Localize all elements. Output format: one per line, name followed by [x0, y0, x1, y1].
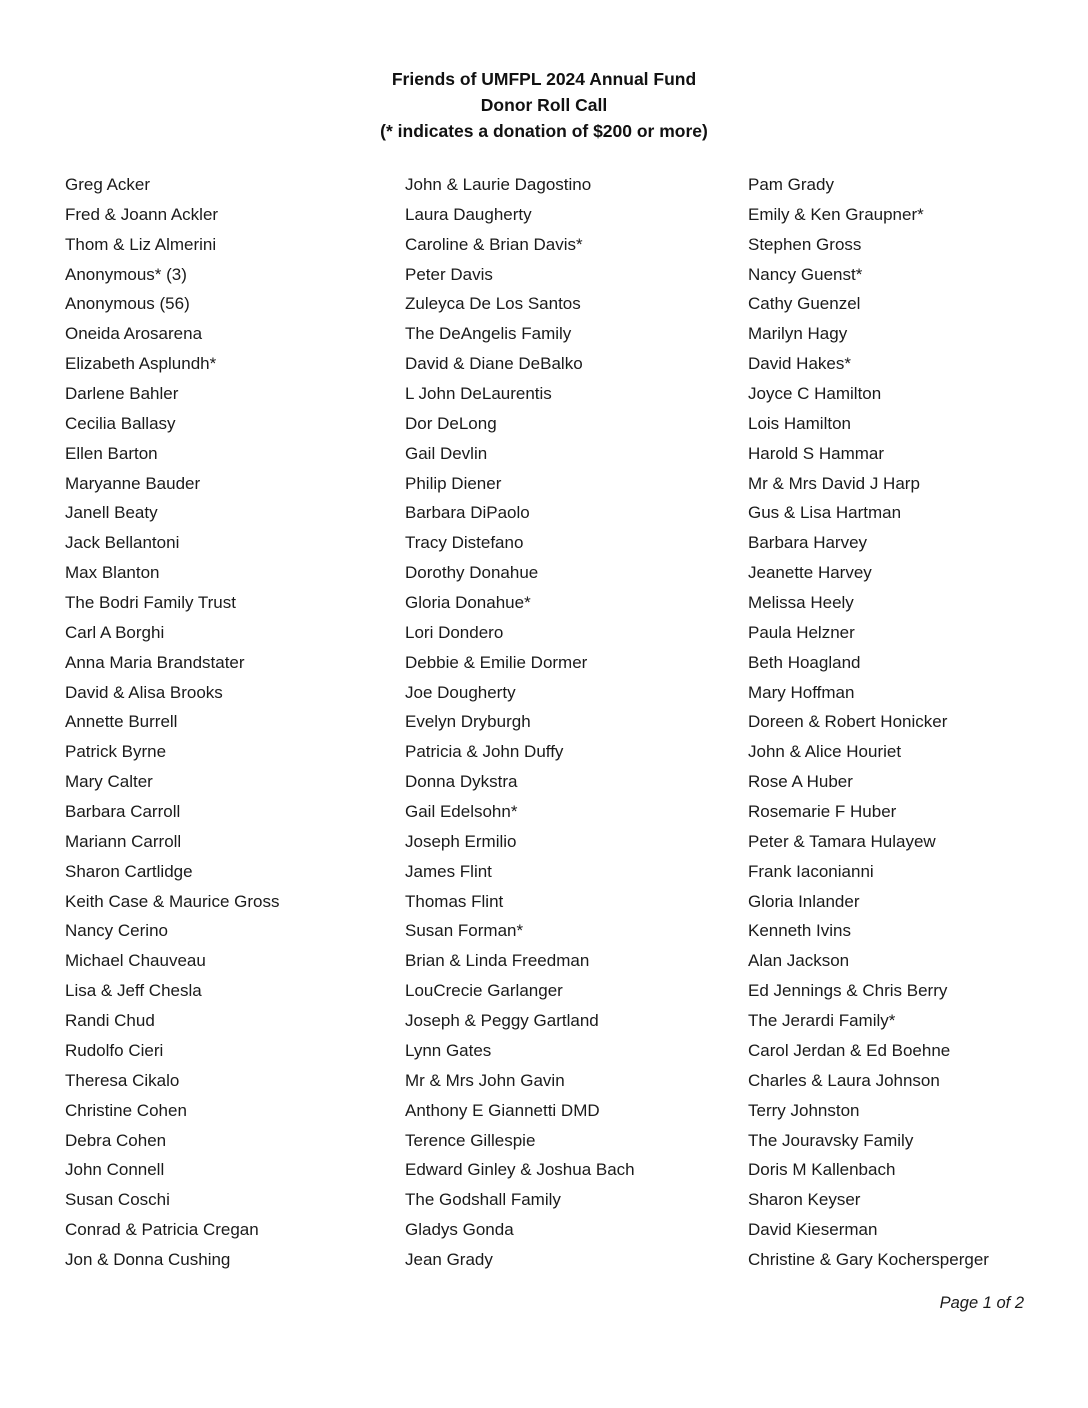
donor-name: Doreen & Robert Honicker — [748, 712, 948, 732]
donor-name: Tracy Distefano — [405, 533, 524, 553]
donor-name: Thom & Liz Almerini — [65, 234, 217, 254]
donor-name: Gus & Lisa Hartman — [748, 503, 902, 523]
donor-name: Christine & Gary Kochersperger — [748, 1249, 989, 1269]
donor-name: Marilyn Hagy — [748, 324, 848, 344]
donor-name: Mary Calter — [65, 772, 153, 792]
donor-name: John & Alice Houriet — [748, 742, 902, 762]
donor-name: Patrick Byrne — [65, 742, 167, 762]
page-number: Page 1 of 2 — [939, 1294, 1024, 1312]
donor-name: The Godshall Family — [405, 1190, 561, 1210]
document-title-line-1: Friends of UMFPL 2024 Annual Fund — [391, 69, 697, 89]
donor-name: Jack Bellantoni — [65, 533, 180, 553]
donor-name: Peter Davis — [405, 264, 493, 284]
donor-name: David Hakes* — [748, 354, 851, 374]
donor-name: Debra Cohen — [65, 1130, 167, 1150]
donor-name: Mariann Carroll — [65, 831, 182, 851]
donor-name: Carol Jerdan & Ed Boehne — [748, 1040, 951, 1060]
donor-name: David & Diane DeBalko — [405, 354, 583, 374]
donor-name: Rosemarie F Huber — [748, 802, 897, 822]
donor-name: Joseph & Peggy Gartland — [405, 1011, 599, 1031]
donor-name: LouCrecie Garlanger — [405, 981, 563, 1001]
donor-name: Evelyn Dryburgh — [405, 712, 531, 732]
donor-name: Cecilia Ballasy — [65, 413, 176, 433]
donor-name: Barbara DiPaolo — [405, 503, 530, 523]
donor-name: Frank Iaconianni — [748, 861, 874, 881]
document-title-block — [0, 66, 1088, 144]
donor-name: Beth Hoagland — [748, 652, 861, 672]
donor-name: Ed Jennings & Chris Berry — [748, 981, 948, 1001]
donor-name: The DeAngelis Family — [405, 324, 572, 344]
donor-name: Joseph Ermilio — [405, 831, 517, 851]
donor-name: Charles & Laura Johnson — [748, 1070, 940, 1090]
donor-name: Carl A Borghi — [65, 622, 165, 642]
donor-name: Caroline & Brian Davis* — [405, 234, 583, 254]
donor-name: Joe Dougherty — [405, 682, 516, 702]
donor-name: Doris M Kallenbach — [748, 1160, 896, 1180]
donor-name: Conrad & Patricia Cregan — [65, 1220, 259, 1240]
donor-name: Edward Ginley & Joshua Bach — [405, 1160, 635, 1180]
donor-column-1 — [65, 170, 279, 1275]
donor-name: Stephen Gross — [748, 234, 862, 254]
donor-name: Gloria Inlander — [748, 891, 860, 911]
donor-name: John & Laurie Dagostino — [405, 175, 592, 194]
donor-column-3 — [748, 170, 989, 1275]
donor-name: Nancy Guenst* — [748, 264, 863, 284]
donor-name: Philip Diener — [405, 473, 502, 493]
donor-name: Alan Jackson — [748, 951, 850, 971]
donor-name: Gladys Gonda — [405, 1220, 514, 1240]
donor-name: Max Blanton — [65, 563, 160, 583]
donor-name: Mary Hoffman — [748, 682, 855, 702]
donor-name: Patricia & John Duffy — [405, 742, 564, 762]
donor-name: Dor DeLong — [405, 413, 497, 433]
donor-name: Jean Grady — [405, 1249, 493, 1269]
donor-name: Melissa Heely — [748, 593, 854, 613]
donor-name: Sharon Keyser — [748, 1190, 861, 1210]
donor-name: Lisa & Jeff Chesla — [65, 981, 202, 1001]
donor-name: Anna Maria Brandstater — [65, 652, 245, 672]
donor-name: Donna Dykstra — [405, 772, 518, 792]
donor-name: Barbara Harvey — [748, 533, 868, 553]
donor-name: Jeanette Harvey — [748, 563, 872, 583]
donor-name: Lois Hamilton — [748, 413, 851, 433]
donor-name: Annette Burrell — [65, 712, 178, 732]
donor-name: Fred & Joann Ackler — [65, 204, 219, 224]
donor-name: Sharon Cartlidge — [65, 861, 193, 881]
donor-name: Susan Coschi — [65, 1190, 170, 1210]
donor-name: Elizabeth Asplundh* — [65, 354, 217, 374]
donor-name: The Bodri Family Trust — [65, 593, 236, 613]
donor-name: David Kieserman — [748, 1220, 878, 1240]
donor-name: Gail Edelsohn* — [405, 802, 518, 822]
donor-name: Rudolfo Cieri — [65, 1040, 164, 1060]
donor-name: The Jerardi Family* — [748, 1011, 896, 1031]
donor-name: Theresa Cikalo — [65, 1070, 180, 1090]
donor-name: Gloria Donahue* — [405, 593, 531, 613]
donor-name: James Flint — [405, 861, 492, 881]
donor-name: Anonymous* (3) — [65, 264, 187, 284]
donor-name: Christine Cohen — [65, 1100, 187, 1120]
donor-name: Barbara Carroll — [65, 802, 181, 822]
donor-name: L John DeLaurentis — [405, 384, 552, 404]
donor-name: Pam Grady — [748, 175, 834, 194]
donor-name: Terence Gillespie — [405, 1130, 536, 1150]
donor-name: Rose A Huber — [748, 772, 853, 792]
donor-name: Brian & Linda Freedman — [405, 951, 590, 971]
donor-name: Nancy Cerino — [65, 921, 168, 941]
donor-name: Anthony E Giannetti DMD — [405, 1100, 600, 1120]
donor-name: David & Alisa Brooks — [65, 682, 223, 702]
donor-name: Anonymous (56) — [65, 294, 190, 314]
donor-name: Michael Chauveau — [65, 951, 206, 971]
donor-name: Dorothy Donahue — [405, 563, 539, 583]
donor-name: Paula Helzner — [748, 622, 855, 642]
donor-name: Darlene Bahler — [65, 384, 179, 404]
donor-name: Lynn Gates — [405, 1040, 492, 1060]
donor-name: Ellen Barton — [65, 443, 158, 463]
donor-name: Zuleyca De Los Santos — [405, 294, 581, 314]
donor-name: Maryanne Bauder — [65, 473, 201, 493]
donor-name: Thomas Flint — [405, 891, 504, 911]
donor-name: Mr & Mrs David J Harp — [748, 473, 920, 493]
donor-name: Terry Johnston — [748, 1100, 860, 1120]
donor-name: Lori Dondero — [405, 622, 504, 642]
donor-name: Mr & Mrs John Gavin — [405, 1070, 565, 1090]
donor-name: John Connell — [65, 1160, 165, 1180]
donor-column-2 — [405, 170, 635, 1275]
donor-name: Gail Devlin — [405, 443, 488, 463]
donor-name: Joyce C Hamilton — [748, 384, 882, 404]
donor-name: Greg Acker — [65, 175, 151, 194]
donor-name: Keith Case & Maurice Gross — [65, 891, 280, 911]
donor-name: Peter & Tamara Hulayew — [748, 831, 936, 851]
donor-name: Jon & Donna Cushing — [65, 1249, 231, 1269]
donor-name: Kenneth Ivins — [748, 921, 852, 941]
donor-name: Debbie & Emilie Dormer — [405, 652, 588, 672]
donor-name: Oneida Arosarena — [65, 324, 203, 344]
donor-name: Susan Forman* — [405, 921, 524, 941]
donor-name: Randi Chud — [65, 1011, 155, 1031]
document-title-line-3: (* indicates a donation of $200 or more) — [380, 121, 708, 141]
donor-name: Laura Daugherty — [405, 204, 532, 224]
donor-name: Cathy Guenzel — [748, 294, 861, 314]
donor-name: The Jouravsky Family — [748, 1130, 914, 1150]
donor-name: Emily & Ken Graupner* — [748, 204, 924, 224]
document-title-line-2: Donor Roll Call — [480, 95, 608, 115]
donor-name: Harold S Hammar — [748, 443, 885, 463]
donor-name: Janell Beaty — [65, 503, 158, 523]
